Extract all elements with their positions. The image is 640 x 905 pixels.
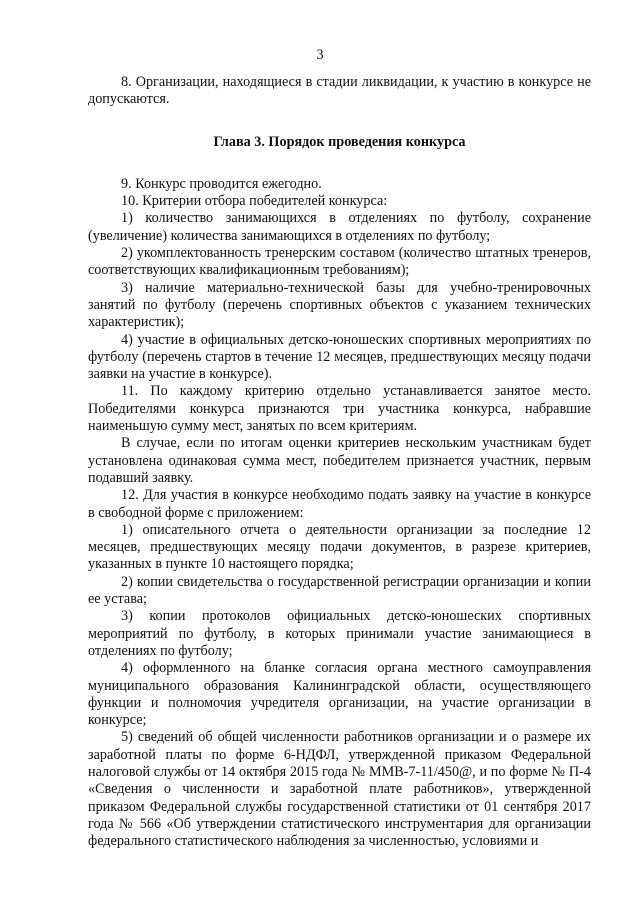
criterion-3: 3) наличие материально-технической базы для учебно-тренировочных занятий по футболу (перечень спортивных объектов с указанием технических характеристик); (88, 279, 591, 331)
paragraph-10: 10. Критерии отбора победителей конкурса: (121, 193, 388, 210)
attachment-4: 4) оформленного на бланке согласия органа местного самоуправления муниципального образования Калининградской области, осуществляющего функции и полномочия учредителя организации, на участие организации в конкурсе; (88, 660, 591, 729)
paragraph-11: 11. По каждому критерию отдельно устанавливается занятое место. Победителями конкурса признаются три участника конкурса, набравшие наименьшую сумму мест, занятых по всем критериям. (88, 383, 591, 435)
page-number: 3 (316, 47, 324, 63)
attachment-3: 3) копии протоколов официальных детско-юношеских спортивных мероприятий по футболу, в которых принимали участие занимающиеся в отделениях по футболу; (88, 608, 591, 659)
attachment-1: 1) описательного отчета о деятельности организации за последние 12 месяцев, предшествующих месяцу подачи документов, в разрезе критериев, указанных в пункте 10 настоящего порядка; (88, 521, 591, 573)
attachment-5: 5) сведений об общей численности работников организации и о размере их заработной платы по форме 6-НДФЛ, утвержденной приказом Федеральной налоговой службы от 14 октября 2015 года № ММВ-7-11/450@, и по форме № П-4 «Сведения о численности и заработной плате работников», утвержденной приказом Федеральной службы государственной статистики от 01 сентября 2017 года № 566 «Об утверждении статистического инструментария для организации федерального статистического наблюдения за численностью, условиями и (88, 729, 591, 850)
paragraph-9: 9. Конкурс проводится ежегодно. (121, 175, 322, 192)
criterion-4: 4) участие в официальных детско-юношеских спортивных мероприятиях по футболу (перечень стартов в течение 12 месяцев, предшествующих месяцу подачи заявки на участие в конкурсе). (88, 331, 591, 383)
tie-break-paragraph: В случае, если по итогам оценки критериев нескольким участникам будет установлена одинаковая сумма мест, победителем признается участник, первым подавший заявку. (88, 435, 591, 486)
document-body (88, 74, 591, 850)
paragraph-8: 8. Организации, находящиеся в стадии ликвидации, к участию в конкурсе не допускаются. (88, 74, 591, 108)
criterion-1: 1) количество занимающихся в отделениях по футболу, сохранение (увеличение) количества занимающихся в отделениях по футболу; (88, 210, 591, 244)
criterion-2: 2) укомплектованность тренерским составом (количество штатных тренеров, соответствующих квалификационным требованиям); (88, 245, 591, 279)
chapter-heading: Глава 3. Порядок проведения конкурса (213, 133, 466, 150)
paragraph-12: 12. Для участия в конкурсе необходимо подать заявку на участие в конкурсе в свободной форме с приложением: (88, 487, 591, 521)
attachment-2: 2) копии свидетельства о государственной регистрации организации и копии ее устава; (88, 573, 591, 608)
